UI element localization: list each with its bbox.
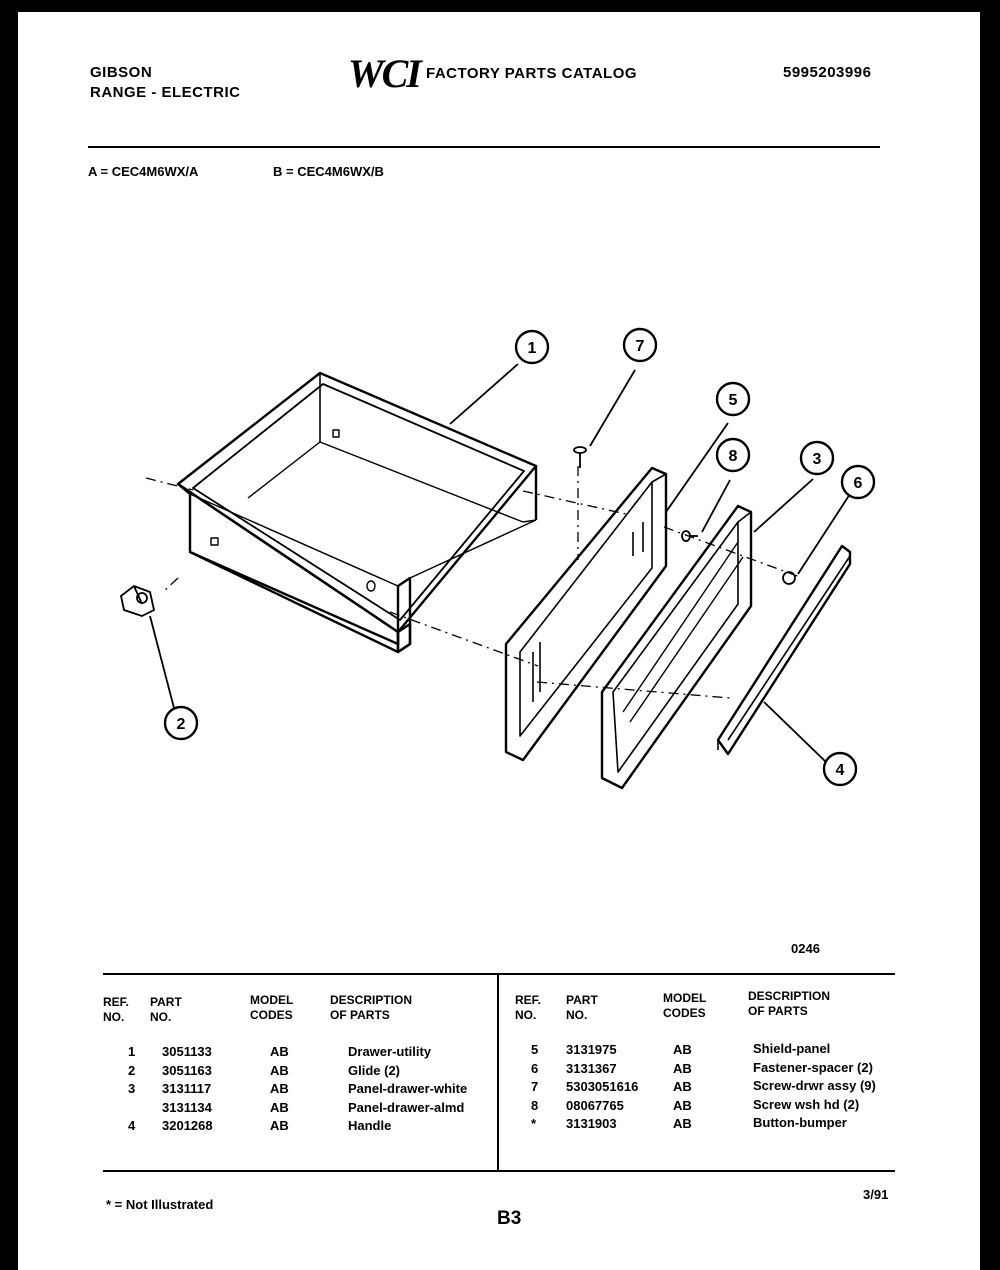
table-row-codes: AB — [673, 1060, 692, 1076]
svg-text:7: 7 — [635, 338, 645, 355]
header-description: DESCRIPTION OF PARTS — [330, 993, 413, 1022]
svg-text:2: 2 — [176, 716, 186, 733]
svg-text:6: 6 — [853, 475, 863, 492]
right-part-column — [566, 1041, 638, 1134]
table-row-desc: Shield-panel — [753, 1041, 831, 1056]
header-ref: REF. NO. — [103, 995, 130, 1024]
table-row-ref: 3 — [128, 1081, 136, 1096]
svg-text:4: 4 — [835, 762, 845, 779]
alignment-lines — [146, 466, 800, 698]
callout-1 — [516, 331, 548, 363]
callout-8 — [717, 439, 749, 471]
table-row-part: 3131134 — [162, 1099, 212, 1115]
table-row-ref: 1 — [128, 1044, 136, 1059]
right-codes-column — [673, 1041, 692, 1134]
svg-text:5: 5 — [728, 392, 738, 409]
table-row-codes: AB — [270, 1062, 289, 1078]
callout-7 — [624, 329, 656, 361]
left-ref-column — [128, 1043, 158, 1136]
glide-part — [121, 586, 154, 616]
table-row-part: 3131975 — [566, 1042, 617, 1057]
catalog-title: FACTORY PARTS CATALOG — [426, 65, 638, 82]
callout-4 — [824, 753, 856, 785]
table-row-codes: AB — [270, 1044, 289, 1059]
product-type: RANGE - ELECTRIC — [90, 84, 241, 101]
table-top-rule — [103, 973, 895, 975]
callout-6 — [842, 466, 874, 498]
table-row-codes: AB — [673, 1116, 692, 1131]
table-row-desc: Glide (2) — [348, 1062, 401, 1078]
table-row-part: 3131903 — [566, 1116, 617, 1131]
table-bottom-rule — [103, 1170, 895, 1172]
not-illustrated-note: * = Not Illustrated — [106, 1197, 214, 1212]
table-row-desc: Panel-drawer-white — [348, 1081, 468, 1096]
left-codes-column — [270, 1043, 289, 1136]
table-row-desc: Screw wsh hd (2) — [753, 1096, 860, 1112]
table-row-desc: Panel-drawer-almd — [348, 1099, 465, 1115]
table-row-part: 3131117 — [162, 1081, 212, 1096]
table-row-codes: AB — [673, 1097, 692, 1113]
svg-text:8: 8 — [728, 448, 738, 465]
table-row-ref — [128, 1099, 158, 1118]
drawer-utility-part — [178, 373, 536, 652]
catalog-number: 5995203996 — [783, 64, 872, 81]
model-a: A = CEC4M6WX/A — [88, 164, 199, 179]
brand-name: GIBSON — [90, 64, 153, 81]
table-row-ref: 2 — [128, 1062, 136, 1078]
shield-panel-part — [506, 468, 666, 760]
table-row-ref: * — [531, 1116, 537, 1131]
svg-text:3: 3 — [812, 451, 822, 468]
table-row-desc: Screw-drwr assy (9) — [753, 1078, 876, 1093]
right-ref-column — [531, 1041, 561, 1134]
table-row-part: 3131367 — [566, 1060, 617, 1076]
header-description-right: DESCRIPTION OF PARTS — [748, 989, 831, 1018]
model-b: B = CEC4M6WX/B — [273, 164, 384, 179]
table-row-desc: Drawer-utility — [348, 1044, 432, 1059]
table-row-codes: AB — [270, 1099, 289, 1115]
callout-3 — [801, 442, 833, 474]
left-part-column — [162, 1043, 213, 1136]
table-row-part: 3051163 — [162, 1062, 212, 1078]
table-divider — [497, 975, 499, 1170]
table-row-desc: Fastener-spacer (2) — [753, 1059, 873, 1075]
table-row-codes: AB — [673, 1042, 692, 1057]
page-number: B3 — [497, 1208, 522, 1229]
table-row-part: 08067765 — [566, 1097, 624, 1113]
figure-code: 0246 — [791, 941, 820, 956]
table-row-codes: AB — [673, 1079, 692, 1094]
table-row-ref: 8 — [531, 1097, 539, 1113]
svg-text:1: 1 — [527, 340, 537, 357]
table-row-desc: Handle — [348, 1118, 392, 1133]
table-row-part: 3051133 — [162, 1044, 212, 1059]
table-row-codes: AB — [270, 1081, 289, 1096]
table-row-ref: 6 — [531, 1060, 539, 1076]
header-model-codes-right: MODEL CODES — [663, 991, 707, 1020]
header-part-right: PART NO. — [566, 993, 598, 1022]
header-ref-right: REF. NO. — [515, 993, 542, 1022]
header-model-codes: MODEL CODES — [250, 993, 294, 1022]
catalog-page — [18, 12, 980, 1270]
table-row-part: 5303051616 — [566, 1079, 639, 1094]
table-row-ref: 5 — [531, 1042, 539, 1057]
wci-logo: WCI — [348, 51, 420, 96]
table-row-ref: 7 — [531, 1079, 539, 1094]
revision-date: 3/91 — [863, 1187, 889, 1202]
callout-5 — [717, 383, 749, 415]
drawer-panel-part — [602, 506, 751, 788]
callout-2 — [165, 707, 197, 739]
table-row-part: 3201268 — [162, 1118, 213, 1133]
header-part: PART NO. — [150, 995, 182, 1024]
right-desc-column — [753, 1040, 876, 1133]
left-desc-column — [348, 1043, 467, 1136]
table-row-codes: AB — [270, 1118, 289, 1133]
table-row-ref: 4 — [128, 1118, 136, 1133]
exploded-drawer-diagram — [18, 12, 980, 962]
table-row-desc: Button-bumper — [753, 1115, 847, 1130]
